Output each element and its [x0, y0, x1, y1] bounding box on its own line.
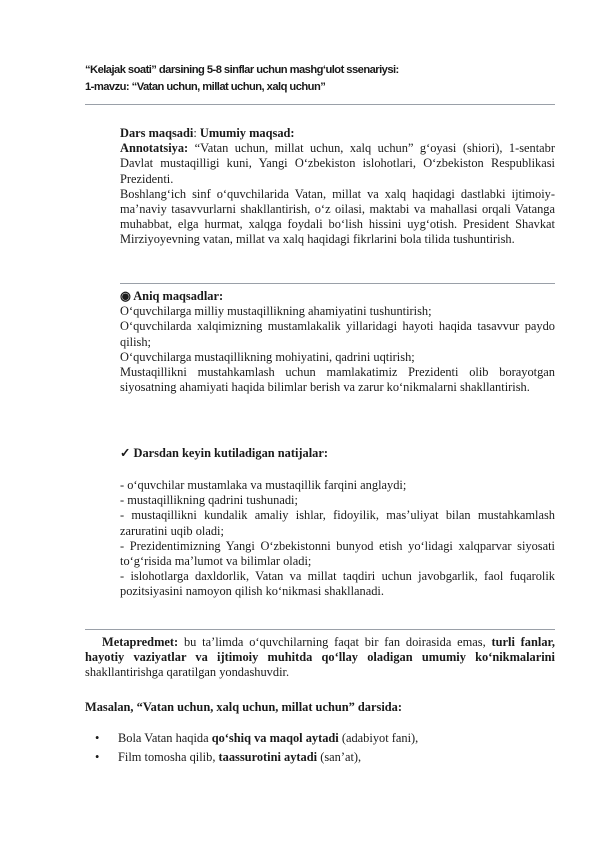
specific-goals-title: Aniq maqsadlar: [133, 289, 224, 303]
metasubject-label: Metapredmet: [102, 635, 179, 649]
bullet-text-bold: taassurotini aytadi [218, 750, 318, 764]
result-item: - islohotlarga daxldorlik, Vatan va millat taqdiri uchun javobgarlik, faol fuqarolik pozitsiyasini namoyon qilish ko‘nikmasi shakllanadi. [120, 569, 555, 599]
example-bullet-list [95, 731, 555, 769]
goal-colon: : [193, 126, 200, 140]
metasubject-text-end: shakllantirishga qaratilgan yondashuvdir. [85, 665, 290, 680]
specific-goal-item: O‘quvchilarga milliy mustaqillikning ahamiyatini tushuntirish; [120, 304, 432, 319]
specific-goal-item: Mustaqillikni mustahkamlash uchun mamlakatimiz Prezidenti olib borayotgan siyosatning ahamiyati haqida bilimlar berish va zarur ko‘nikmalarni shakllantirish. [120, 365, 555, 395]
header-topic: 1-mavzu: “Vatan uchun, millat uchun, xalq uchun” [85, 81, 326, 93]
specific-goals-section [120, 289, 555, 395]
specific-goal-item: O‘quvchilarga mustaqillikning mohiyatini, qadrini uqtirish; [120, 349, 415, 364]
metasubject-text-start: bu ta’limda o‘quvchilarning faqat bir fan doirasida emas, [178, 635, 492, 649]
bullet-text-end: (san’at), [317, 750, 362, 764]
specific-goal-item: O‘quvchilarda xalqimizning mustamlakalik yillaridagi hayoti haqida tasavvur paydo qilish; [120, 319, 555, 349]
goal-section [120, 126, 555, 248]
bullet-icon: • [95, 731, 100, 745]
bullet-text-bold: qo‘shiq va maqol aytadi [211, 731, 339, 745]
example-bullet-item [95, 731, 555, 750]
annotation-text: “Vatan uchun, millat uchun, xalq uchun” g‘oyasi (shiori), 1-sentabr Davlat mustaqilligi kuni, Yangi O‘zbekiston islohotlari, O‘zbekiston Respublikasi Prezidenti. [120, 141, 555, 186]
target-icon: ◉ [120, 289, 131, 303]
expected-results-title: Darsdan keyin kutiladigan natijalar: [133, 446, 328, 460]
results-divider [85, 629, 555, 630]
document-header [85, 62, 555, 96]
header-title: “Kelajak soati” darsining 5-8 sinflar uchun mashg‘ulot ssenariysi: [85, 64, 399, 76]
bullet-icon: • [95, 750, 100, 764]
result-item: - Prezidentimizning Yangi O‘zbekistonni bunyod etish yo‘lidagi xalqparvar siyosati to‘g‘risida ma’lumot va bilimlar oladi; [120, 538, 555, 569]
goal-heading [120, 126, 555, 141]
bullet-text-end: (adabiyot fani), [338, 731, 419, 745]
expected-results-list [120, 478, 555, 600]
example-bullet-item [95, 750, 555, 769]
goal-divider [120, 283, 555, 284]
checkmark-icon: ✓ [120, 446, 131, 460]
bullet-text [118, 750, 361, 765]
annotation-paragraph [120, 141, 555, 187]
result-item: - mustaqillikning qadrini tushunadi; [120, 493, 298, 508]
result-item: - o‘quvchilar mustamlaka va mustaqillik farqini anglaydi; [120, 478, 407, 492]
goal-label: Dars maqsadi [120, 126, 194, 140]
bullet-text-start: Bola Vatan haqida [118, 731, 212, 745]
specific-goals-heading [120, 289, 555, 304]
header-divider [85, 104, 555, 105]
metasubject-paragraph [85, 635, 555, 681]
bullet-text-start: Film tomosha qilib, [118, 750, 219, 764]
expected-results-heading [120, 446, 555, 461]
bullet-text [118, 731, 418, 746]
metasubject-highlight: turli fanlar, hayotiy vaziyatlar va ijtimoiy muhitda qo‘llay oladigan umumiy ko‘nikmalarini [85, 635, 555, 665]
goal-paragraph: Boshlang‘ich sinf o‘quvchilarida Vatan, millat va xalq haqidagi dastlabki ijtimoiy-ma’naviy tasavvurlarni shakllantirish, o‘z oilasi, maktabi va mahallasi orqali Vatanga muhabbat, elga hurmat, xalqga foydali bo‘lish hissini uyg‘otish. President Shavkat Mirziyoyevning vatan, millat va xalq haqidagi fikrlarini bola tilida tushuntirish. [120, 186, 555, 247]
expected-results-section [120, 446, 555, 461]
annotation-label: Annotatsiya: [120, 141, 189, 156]
goal-value: Umumiy maqsad: [199, 126, 295, 140]
example-heading: Masalan, “Vatan uchun, xalq uchun, millat uchun” darsida: [85, 700, 402, 714]
result-item: - mustaqillikni kundalik amaliy ishlar, fidoyilik, mas’uliyat bilan mustahkamlash zaruratini uqib oladi; [120, 508, 555, 538]
